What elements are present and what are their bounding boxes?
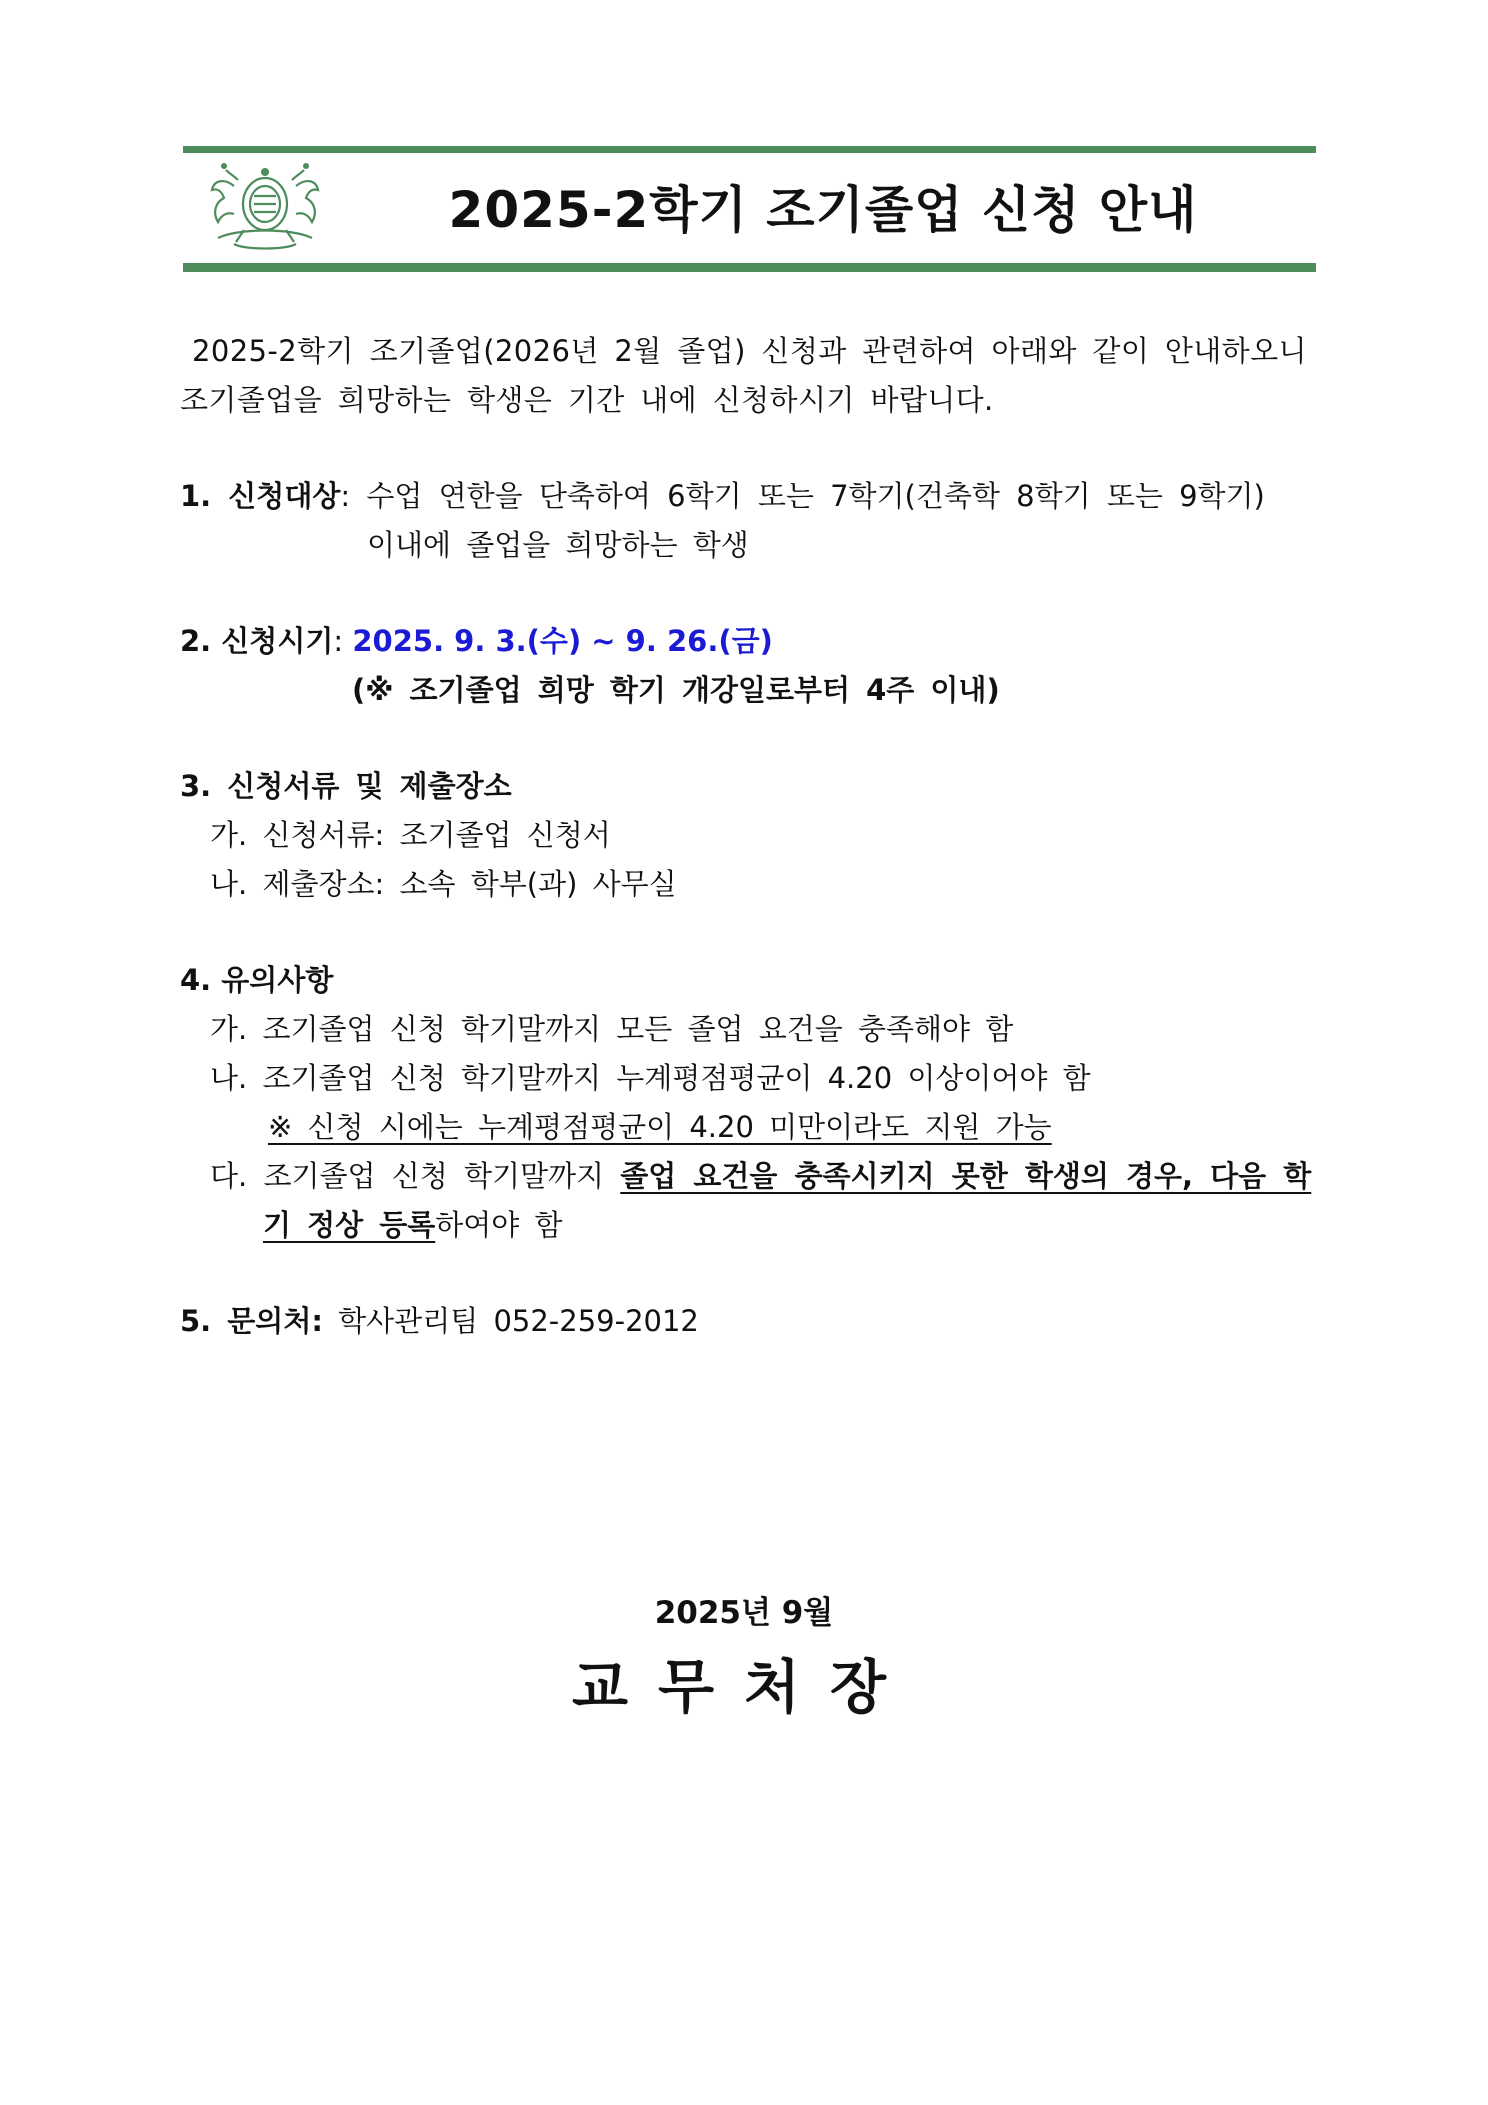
section-4-heading: 4. 유의사항 (180, 963, 334, 997)
section-4-item-c-emphasis: 졸업 요건을 충족시키지 못한 학생의 경우, 다음 학 (620, 1159, 1312, 1193)
section-2-period (180, 622, 773, 660)
header-bottom-rule (183, 263, 1316, 272)
section-1-label: 1. 신청대상 (180, 479, 341, 513)
contact-info: 학사관리팀 052-259-2012 (322, 1304, 699, 1338)
intro-line-1: 2025-2학기 조기졸업(2026년 2월 졸업) 신청과 관련하여 아래와 같이 안내하오니 (192, 334, 1307, 368)
section-5-label: 5. 문의처: (180, 1304, 323, 1338)
section-4-item-c (210, 1157, 1316, 1195)
header-top-rule (183, 146, 1316, 153)
section-4-item-c-prefix: 다. 조기졸업 신청 학기말까지 (210, 1159, 621, 1193)
section-4-item-c-emphasis-2: 기 정상 등록 (263, 1208, 436, 1242)
footer-office-signature: 교무처장 (571, 1653, 917, 1721)
page-title: 2025-2학기 조기졸업 신청 안내 (448, 181, 1198, 239)
section-4-item-b: 나. 조기졸업 신청 학기말까지 누계평점평균이 4.20 이상이어야 함 (210, 1061, 1091, 1095)
application-period: 2025. 9. 3.(수) ~ 9. 26.(금) (352, 624, 773, 658)
footer-date: 2025년 9월 (654, 1595, 834, 1631)
university-emblem-icon (204, 158, 326, 258)
section-5-contact (180, 1302, 699, 1340)
section-4-item-c-continued (263, 1206, 563, 1244)
section-4-item-c-suffix: 하여야 함 (435, 1208, 563, 1242)
section-2-colon: : (333, 624, 353, 658)
intro-line-2: 조기졸업을 희망하는 학생은 기간 내에 신청하시기 바랍니다. (180, 383, 994, 417)
section-2-label: 2. 신청시기 (180, 624, 334, 658)
section-3-item-location: 나. 제출장소: 소속 학부(과) 사무실 (210, 867, 677, 901)
section-1-eligibility (180, 477, 1316, 515)
section-1-text-continued: 이내에 졸업을 희망하는 학생 (367, 528, 749, 562)
section-3-item-documents: 가. 신청서류: 조기졸업 신청서 (210, 818, 611, 852)
section-2-note: (※ 조기졸업 희망 학기 개강일로부터 4주 이내) (352, 673, 1000, 707)
section-4-item-b-note: ※ 신청 시에는 누계평점평균이 4.20 미만이라도 지원 가능 (268, 1110, 1052, 1144)
section-4-item-a: 가. 조기졸업 신청 학기말까지 모든 졸업 요건을 충족해야 함 (210, 1012, 1014, 1046)
section-1-text: : 수업 연한을 단축하여 6학기 또는 7학기(건축학 8학기 또는 9학기) (340, 479, 1265, 513)
section-3-heading: 3. 신청서류 및 제출장소 (180, 769, 512, 803)
